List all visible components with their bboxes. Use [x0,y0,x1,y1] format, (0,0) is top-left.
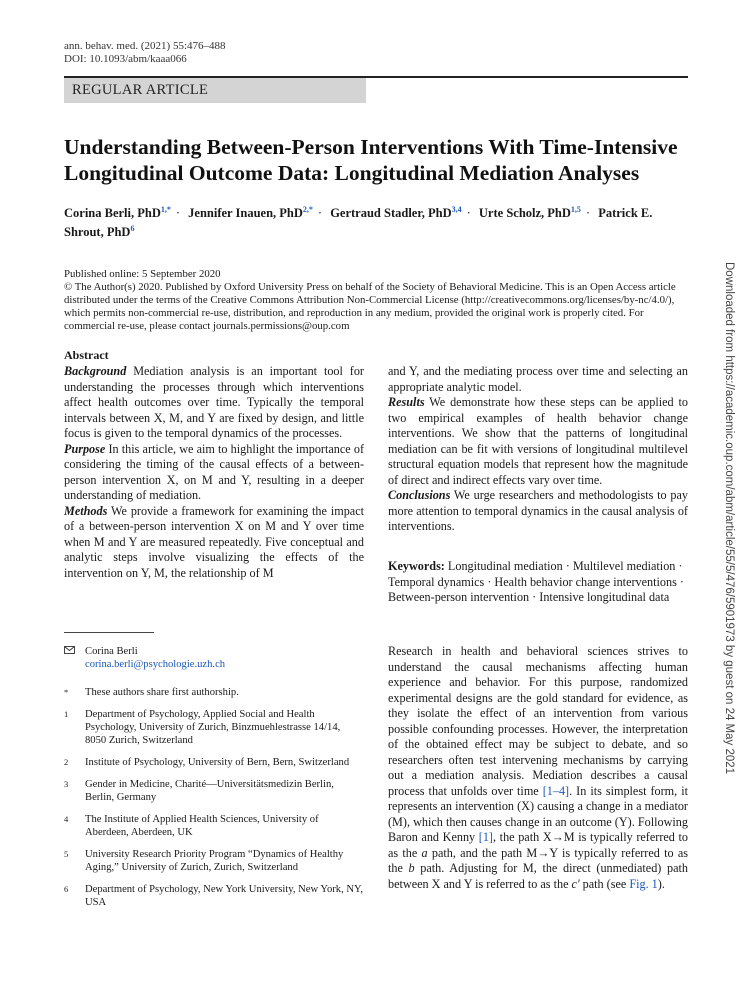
doi: DOI: 10.1093/abm/kaaa066 [64,53,187,65]
footnote: * These authors share first authorship. [64,687,239,698]
footnote: 6 Department of Psychology, New York University, New York, NY, USA [64,884,363,908]
abstract-left-column [64,364,364,581]
article-type-banner [64,78,366,103]
body-text: Research in health and behavioral sciences strives to understand the causal mechanisms affecting human experience and behavior. For this purpose, randomized experimental designs are the gold standard for evidence, as they isolate the effect of an intervention from various possible confounding processes. However, the interpretation of the obtained effect may be subject to debate, and so researchers often test intervening mechanisms by carrying out a mediation analysis. Mediation describes a causal process that unfolds over time [1–4]. In its simplest form, it represents an intervention (X) causing a change in a mediator (M), which then causes change in an outcome (Y). Following Baron and Kenny [1], the path X→M is typically referred to as the a path, and the path M→Y is typically referred to as the b path. Adjusting for M, the direct (unmediated) path between X and Y is referred to as the c' path (see Fig. 1). [388,644,688,891]
keywords-label: Keywords: [388,559,445,573]
abstract-purpose: Purpose In this article, we aim to highlight the importance of considering the timing of the causal effects of a between-person intervention X, on M and Y, resulting in a deeper understanding of mediation. [64,441,364,502]
keywords-text: Longitudinal mediation · Multilevel mediation · Temporal dynamics · Health behavior change interventions · Between-person intervention · Intensive longitudinal data [388,559,684,604]
author-affiliation[interactable]: 1,* [160,205,171,214]
download-notice: Downloaded from https://academic.oup.com/abm/article/55/5/476/5901973 by guest on 24 May 2021 [723,262,735,775]
separator: · [175,206,181,221]
abstract-background: Background Mediation analysis is an important tool for understanding the processes through which interventions affect health outcomes over time. Typically the temporal intervals between X, M, and Y are fixed by design, and little focus is given to the temporal dynamics of the processes. [64,364,364,440]
abstract-heading: Abstract [64,348,109,362]
author-name: Jennifer Inauen, PhD [188,206,303,221]
footnote: 2 Institute of Psychology, University of Bern, Bern, Switzerland [64,757,350,768]
footnote: 3 Gender in Medicine, Charité—Universitätsmedizin Berlin, Berlin, Germany [64,779,334,803]
footnote: 1 Department of Psychology, Applied Social and Health Psychology, University of Zurich, Binzmuehlestrasse 14/14, 8050 Zurich, Switzerland [64,709,341,746]
author-affiliation[interactable]: 2,* [302,205,313,214]
author-affiliation[interactable]: 3,4 [451,205,462,214]
author-list [64,202,694,240]
abstract-right-column [388,364,688,535]
download-watermark [716,262,738,962]
correspondence-email[interactable]: corina.berli@psychologie.uzh.ch [85,659,226,670]
author-name: Gertraud Stadler, PhD [330,206,452,221]
citation: ann. behav. med. (2021) 55:476–488 [64,40,226,52]
abstract-methods: Methods We provide a framework for examining the impact of a between-person intervention X on M and Y over time when M and Y are measured repeatedly. Five conceptual and analytic steps involve visualizing the effects of the intervention on Y, M, the relationship of M [64,503,364,580]
article-title: Understanding Between-Person Interventions With Time-Intensive Longitudinal Outcome Data: Longitudinal Mediation Analyses [64,135,678,185]
copyright-notice: © The Author(s) 2020. Published by Oxford University Press on behalf of the Society of Behavioral Medicine. This is an Open Access article distributed under the terms of the Creative Commons Attribution Non-Commercial License (http://creativecommons.org/licenses/by-nc/4.0/), which permits non-commercial re-use, distribution, and reproduction in any medium, provided the original work is properly cited. For commercial re-use, please contact journals.permissions@oup.com [64,281,676,332]
author-affiliation[interactable]: 1,5 [570,205,581,214]
publication-info [64,268,688,333]
footnote: 5 University Research Priority Program “Dynamics of Healthy Aging,” University of Zurich, Zurich, Switzerland [64,849,344,873]
abstract-conclusions: Conclusions We urge researchers and methodologists to pay more attention to temporal dynamics in the causal analysis of interventions. [388,488,688,533]
published-date: Published online: 5 September 2020 [64,268,221,280]
correspondence [64,645,364,671]
abstract-methods-cont: and Y, and the mediating process over time and selecting an appropriate analytic model. [388,364,688,394]
reference-link[interactable]: [1–4] [542,783,570,798]
correspondence-name: Corina Berli [85,646,138,657]
separator: · [585,206,591,221]
keywords [388,559,688,606]
author-name: Patrick E. Shrout, PhD [64,206,653,240]
separator: · [317,206,323,221]
author-name: Urte Scholz, PhD [478,206,571,221]
author-name: Corina Berli, PhD [64,206,161,221]
article-type: REGULAR ARTICLE [72,82,209,98]
journal-header [64,40,226,66]
abstract-results: Results We demonstrate how these steps can be applied to two empirical examples of health behavior change interventions. We show that the patterns of longitudinal mediation can be fit with versions of longitudinal multilevel structural equation models that represent how the magnitude of direct and indirect effects vary over time. [388,395,688,487]
figure-link[interactable]: Fig. 1 [629,876,658,891]
footnote: 4 The Institute of Applied Health Sciences, University of Aberdeen, Aberdeen, UK [64,814,319,838]
reference-link[interactable]: [1] [478,830,493,844]
footnotes [64,645,364,918]
envelope-icon [64,645,75,658]
separator: · [466,206,471,221]
author-affiliation[interactable]: 6 [130,224,135,234]
footnote-rule [64,632,154,633]
